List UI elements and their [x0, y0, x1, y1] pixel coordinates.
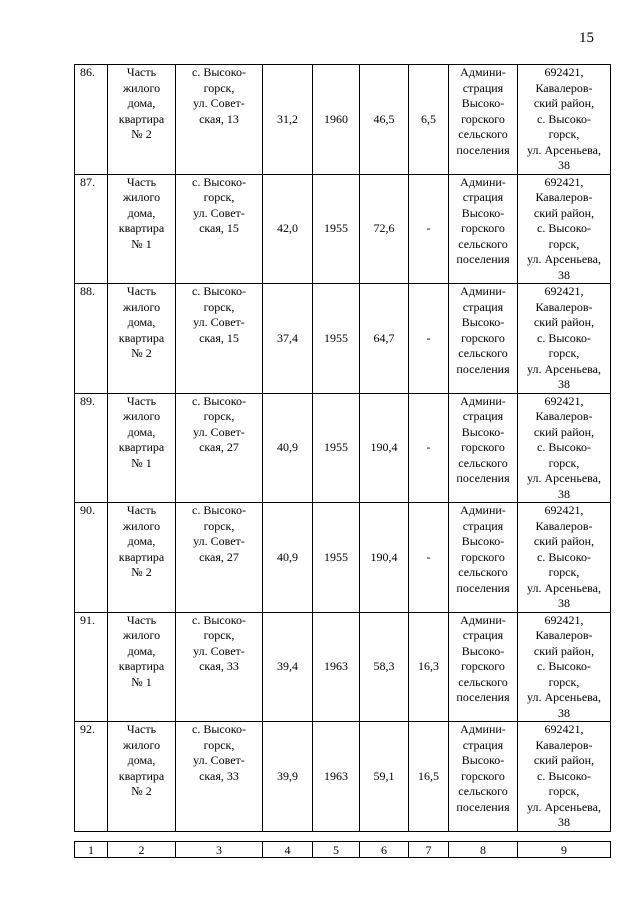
- year-value: 1955: [313, 393, 360, 503]
- object-name: Часть жилого дома, квартира № 2: [108, 722, 176, 832]
- area-value: 31,2: [263, 65, 313, 175]
- column-7-value: -: [409, 284, 449, 394]
- property-table: [74, 64, 611, 832]
- holder-name: Админи- страция Высоко- горского сельского поселения: [449, 393, 518, 503]
- year-value: 1963: [313, 722, 360, 832]
- column-6-value: 46,5: [360, 65, 409, 175]
- column-numbers-table: [74, 841, 611, 858]
- year-value: 1955: [313, 503, 360, 613]
- column-6-value: 59,1: [360, 722, 409, 832]
- row-number: 87.: [75, 174, 108, 284]
- object-name: Часть жилого дома, квартира № 2: [108, 65, 176, 175]
- area-value: 39,9: [263, 722, 313, 832]
- row-number: 91.: [75, 612, 108, 722]
- holder-name: Админи- страция Высоко- горского сельского поселения: [449, 722, 518, 832]
- holder-address: 692421, Кавалеров- ский район, с. Высоко- горск, ул. Арсеньева, 38: [518, 284, 611, 394]
- column-6-value: 58,3: [360, 612, 409, 722]
- column-6-value: 190,4: [360, 393, 409, 503]
- holder-name: Админи- страция Высоко- горского сельского поселения: [449, 65, 518, 175]
- object-address: с. Высоко- горск, ул. Совет- ская, 27: [176, 393, 263, 503]
- column-7-value: 16,3: [409, 612, 449, 722]
- table-row: [75, 612, 611, 722]
- page-number: 15: [579, 30, 594, 46]
- object-address: с. Высоко- горск, ул. Совет- ская, 33: [176, 612, 263, 722]
- row-number: 88.: [75, 284, 108, 394]
- holder-name: Админи- страция Высоко- горского сельского поселения: [449, 284, 518, 394]
- table-row: [75, 284, 611, 394]
- column-number: 9: [518, 842, 611, 858]
- column-6-value: 64,7: [360, 284, 409, 394]
- area-value: 42,0: [263, 174, 313, 284]
- row-number: 90.: [75, 503, 108, 613]
- row-number: 89.: [75, 393, 108, 503]
- column-number: 8: [449, 842, 518, 858]
- column-number: 1: [75, 842, 108, 858]
- column-number: 3: [176, 842, 263, 858]
- row-number: 86.: [75, 65, 108, 175]
- column-number: 6: [360, 842, 409, 858]
- column-6-value: 72,6: [360, 174, 409, 284]
- column-number: 4: [263, 842, 313, 858]
- object-name: Часть жилого дома, квартира № 1: [108, 393, 176, 503]
- column-number-row: [75, 842, 611, 858]
- column-number: 7: [409, 842, 449, 858]
- column-number: 5: [313, 842, 360, 858]
- area-value: 40,9: [263, 503, 313, 613]
- object-name: Часть жилого дома, квартира № 2: [108, 284, 176, 394]
- year-value: 1960: [313, 65, 360, 175]
- area-value: 40,9: [263, 393, 313, 503]
- holder-name: Админи- страция Высоко- горского сельского поселения: [449, 612, 518, 722]
- table-row: [75, 503, 611, 613]
- column-7-value: 6,5: [409, 65, 449, 175]
- holder-address: 692421, Кавалеров- ский район, с. Высоко- горск, ул. Арсеньева, 38: [518, 65, 611, 175]
- holder-name: Админи- страция Высоко- горского сельского поселения: [449, 174, 518, 284]
- holder-address: 692421, Кавалеров- ский район, с. Высоко- горск, ул. Арсеньева, 38: [518, 503, 611, 613]
- column-7-value: -: [409, 503, 449, 613]
- holder-address: 692421, Кавалеров- ский район, с. Высоко- горск, ул. Арсеньева, 38: [518, 393, 611, 503]
- row-number: 92.: [75, 722, 108, 832]
- object-address: с. Высоко- горск, ул. Совет- ская, 33: [176, 722, 263, 832]
- object-name: Часть жилого дома, квартира № 1: [108, 612, 176, 722]
- holder-address: 692421, Кавалеров- ский район, с. Высоко- горск, ул. Арсеньева, 38: [518, 174, 611, 284]
- object-address: с. Высоко- горск, ул. Совет- ская, 27: [176, 503, 263, 613]
- year-value: 1963: [313, 612, 360, 722]
- column-7-value: -: [409, 174, 449, 284]
- area-value: 39,4: [263, 612, 313, 722]
- holder-name: Админи- страция Высоко- горского сельского поселения: [449, 503, 518, 613]
- object-address: с. Высоко- горск, ул. Совет- ская, 13: [176, 65, 263, 175]
- table-row: [75, 722, 611, 832]
- year-value: 1955: [313, 174, 360, 284]
- table-row: [75, 65, 611, 175]
- object-name: Часть жилого дома, квартира № 2: [108, 503, 176, 613]
- table-row: [75, 393, 611, 503]
- object-name: Часть жилого дома, квартира № 1: [108, 174, 176, 284]
- object-address: с. Высоко- горск, ул. Совет- ская, 15: [176, 284, 263, 394]
- holder-address: 692421, Кавалеров- ский район, с. Высоко- горск, ул. Арсеньева, 38: [518, 612, 611, 722]
- column-7-value: 16,5: [409, 722, 449, 832]
- column-number: 2: [108, 842, 176, 858]
- column-6-value: 190,4: [360, 503, 409, 613]
- object-address: с. Высоко- горск, ул. Совет- ская, 15: [176, 174, 263, 284]
- area-value: 37,4: [263, 284, 313, 394]
- year-value: 1955: [313, 284, 360, 394]
- column-7-value: -: [409, 393, 449, 503]
- table-row: [75, 174, 611, 284]
- holder-address: 692421, Кавалеров- ский район, с. Высоко- горск, ул. Арсеньева, 38: [518, 722, 611, 832]
